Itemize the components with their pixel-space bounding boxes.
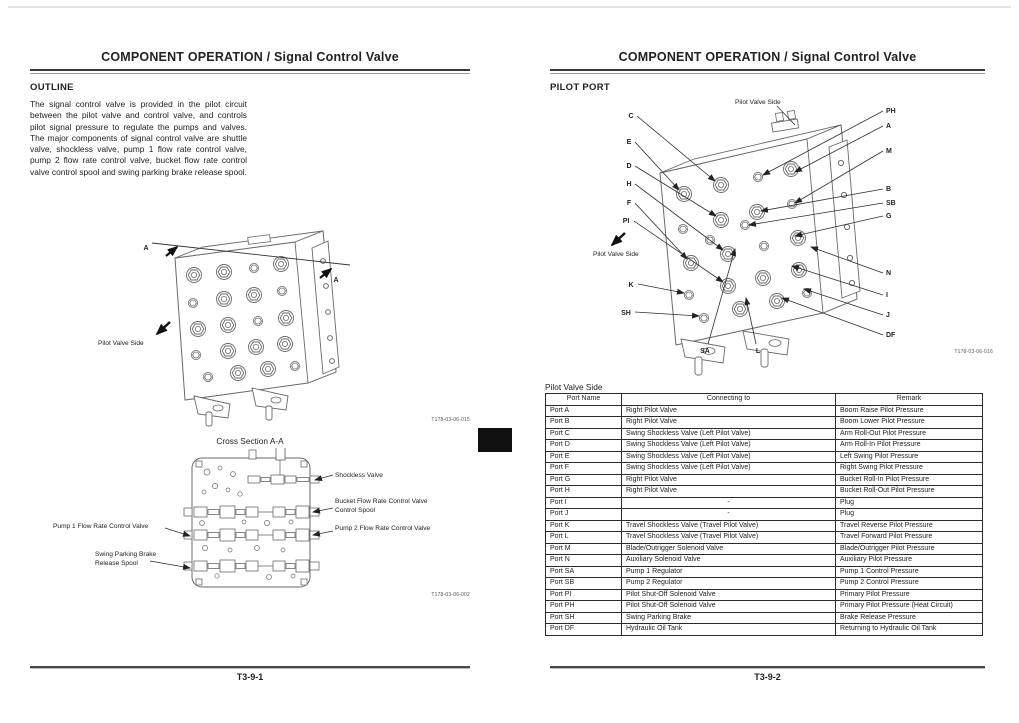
- port-label-sa: SA: [700, 348, 710, 355]
- table-row: [546, 578, 983, 590]
- table-cell: Port SA: [546, 566, 622, 578]
- section-index-tab: [478, 428, 512, 452]
- label-pump2-flow: Pump 2 Flow Rate Control Valve: [335, 525, 431, 532]
- table-cell: Pilot Shut-Off Solenoid Valve: [622, 589, 836, 601]
- table-cell: -: [622, 497, 836, 509]
- port-label-e: E: [626, 139, 632, 146]
- port-label-f: F: [626, 200, 632, 207]
- table-cell: Swing Shockless Valve (Left Pilot Valve): [622, 463, 836, 475]
- pilot-valve-side-left-label: Pilot Valve Side: [593, 251, 639, 258]
- cross-section-figure: [45, 448, 470, 598]
- table-cell: Blade/Outrigger Pilot Pressure: [836, 543, 983, 555]
- table-cell: Travel Shockless Valve (Travel Pilot Valve): [622, 520, 836, 532]
- table-row: [546, 601, 983, 613]
- pilot-side-arrow: [612, 233, 625, 245]
- table-row: [546, 520, 983, 532]
- port-label-g: G: [886, 213, 892, 220]
- table-cell: Port E: [546, 451, 622, 463]
- table-body: [546, 405, 983, 635]
- port-label-pi: PI: [622, 218, 630, 225]
- table-row: [546, 463, 983, 475]
- table-cell: Port F: [546, 463, 622, 475]
- cross-section-title: Cross Section A-A: [216, 436, 284, 446]
- port-label-df: DF: [886, 332, 896, 339]
- table-cell: Port D: [546, 440, 622, 452]
- table-row: [546, 509, 983, 521]
- port-label-sb: SB: [886, 200, 896, 207]
- label-bucket-flow-2: Control Spool: [335, 507, 375, 514]
- figure-code: T178-03-06-002: [431, 592, 470, 598]
- table-cell: Pump 1 Control Pressure: [836, 566, 983, 578]
- table-row: [546, 589, 983, 601]
- left-page-number: T3-9-1: [236, 672, 264, 682]
- table-cell: Swing Parking Brake: [622, 612, 836, 624]
- table-cell: Port SH: [546, 612, 622, 624]
- right-footer-rule: [550, 666, 985, 669]
- table-cell: Pump 2 Regulator: [622, 578, 836, 590]
- table-row: [546, 543, 983, 555]
- column-header-remark: Remark: [836, 394, 983, 406]
- port-label-sh: SH: [621, 310, 631, 317]
- right-title-rule: [550, 69, 985, 74]
- port-label-i: I: [886, 292, 888, 299]
- table-row: [546, 624, 983, 636]
- port-label-h: H: [626, 181, 632, 188]
- table-cell: Port L: [546, 532, 622, 544]
- table-cell: Swing Shockless Valve (Left Pilot Valve): [622, 428, 836, 440]
- table-row: [546, 497, 983, 509]
- port-label-c: C: [628, 113, 634, 120]
- table-cell: Primary Pilot Pressure (Heat Circuit): [836, 601, 983, 613]
- pilot-port-heading: PILOT PORT: [550, 82, 610, 93]
- table-cell: Pump 1 Regulator: [622, 566, 836, 578]
- figure-code: T178-03-06-015: [431, 417, 470, 423]
- table-header-row: [546, 394, 983, 406]
- port-label-d: D: [626, 163, 632, 170]
- table-cell: Blade/Outrigger Solenoid Valve: [622, 543, 836, 555]
- table-row: [546, 417, 983, 429]
- table-cell: Port DF: [546, 624, 622, 636]
- table-cell: Brake Release Pressure: [836, 612, 983, 624]
- section-marker-a-left: A: [143, 245, 149, 252]
- table-cell: Port PH: [546, 601, 622, 613]
- left-title-rule: [30, 69, 470, 74]
- port-label-ph: PH: [886, 108, 896, 115]
- table-cell: Swing Shockless Valve (Left Pilot Valve): [622, 451, 836, 463]
- table-cell: Right Pilot Valve: [622, 486, 836, 498]
- port-label-a: A: [886, 123, 892, 130]
- table-cell: Left Swing Pilot Pressure: [836, 451, 983, 463]
- table-cell: Returning to Hydraulic Oil Tank: [836, 624, 983, 636]
- table-cell: Port B: [546, 417, 622, 429]
- table-row: [546, 486, 983, 498]
- pilot-port-figure: [545, 95, 995, 380]
- figure-code: T178-03-06-016: [954, 349, 993, 355]
- scan-top-edge: [8, 6, 1011, 8]
- table-cell: Bucket Roll-In Pilot Pressure: [836, 474, 983, 486]
- right-page-title: COMPONENT OPERATION / Signal Control Valve: [618, 50, 917, 64]
- table-cell: Auxiliary Pilot Pressure: [836, 555, 983, 567]
- left-footer-rule: [30, 666, 470, 669]
- outline-paragraph: The signal control valve is provided in the pilot circuit between the pilot valve and control valve, and controls pilot signal pressure to regulate the pumps and valves. The major components of signal control valve are shuttle valve, shockless valve, pump 1 flow rate control valve, pump 2 flow rate control valve, bucket flow rate control valve control spool and swing parking brake release spool.: [30, 99, 247, 177]
- label-swing-brake-1: Swing Parking Brake: [95, 551, 157, 558]
- table-cell: Swing Shockless Valve (Left Pilot Valve): [622, 440, 836, 452]
- column-header-connecting-to: Connecting to: [622, 394, 836, 406]
- table-row: [546, 532, 983, 544]
- outline-heading: OUTLINE: [30, 82, 74, 93]
- table-cell: Bucket Roll-Out Pilot Pressure: [836, 486, 983, 498]
- port-label-n: N: [886, 270, 892, 277]
- table-cell: Port C: [546, 428, 622, 440]
- label-pump1-flow: Pump 1 Flow Rate Control Valve: [53, 523, 149, 530]
- table-row: [546, 474, 983, 486]
- label-shockless-valve: Shockless Valve: [335, 472, 383, 479]
- port-label-j: J: [886, 312, 890, 319]
- column-header-port-name: Port Name: [546, 394, 622, 406]
- table-cell: Plug: [836, 509, 983, 521]
- right-page-number: T3-9-2: [754, 672, 781, 682]
- port-label-b: B: [886, 186, 892, 193]
- table-cell: Port G: [546, 474, 622, 486]
- port-label-l: L: [755, 348, 761, 355]
- table-cell: Travel Shockless Valve (Travel Pilot Valve): [622, 532, 836, 544]
- table-row: [546, 405, 983, 417]
- left-page-title: COMPONENT OPERATION / Signal Control Valve: [101, 50, 399, 64]
- signal-control-valve-figure: [90, 228, 440, 428]
- table-cell: Port I: [546, 497, 622, 509]
- table-row: [546, 451, 983, 463]
- table-cell: Right Swing Pilot Pressure: [836, 463, 983, 475]
- table-cell: Auxiliary Solenoid Valve: [622, 555, 836, 567]
- table-cell: Port SB: [546, 578, 622, 590]
- table-row: [546, 555, 983, 567]
- table-cell: Port N: [546, 555, 622, 567]
- table-row: [546, 566, 983, 578]
- table-cell: Boom Raise Pilot Pressure: [836, 405, 983, 417]
- table-cell: Primary Pilot Pressure: [836, 589, 983, 601]
- table-cell: Boom Lower Pilot Pressure: [836, 417, 983, 429]
- pilot-valve-block-drawing: [660, 110, 860, 375]
- table-cell: Arm Roll-In Pilot Pressure: [836, 440, 983, 452]
- table-caption: Pilot Valve Side: [545, 382, 603, 392]
- table-cell: Arm Roll-Out Pilot Pressure: [836, 428, 983, 440]
- label-swing-brake-2: Release Spool: [95, 560, 138, 567]
- table-cell: Plug: [836, 497, 983, 509]
- section-marker-a-right: A: [333, 277, 339, 284]
- label-bucket-flow-1: Bucket Flow Rate Control Valve: [335, 498, 428, 505]
- pilot-side-arrow: [157, 322, 170, 334]
- table-row: [546, 612, 983, 624]
- port-label-k: K: [628, 282, 634, 289]
- cross-section-body: [184, 448, 319, 587]
- table-cell: Right Pilot Valve: [622, 417, 836, 429]
- table-cell: Port J: [546, 509, 622, 521]
- table-cell: Port A: [546, 405, 622, 417]
- pilot-port-table: [545, 393, 983, 636]
- table-cell: Hydraulic Oil Tank: [622, 624, 836, 636]
- table-cell: Travel Forward Pilot Pressure: [836, 532, 983, 544]
- pilot-valve-side-top-label: Pilot Valve Side: [735, 99, 781, 106]
- table-cell: Right Pilot Valve: [622, 405, 836, 417]
- table-cell: Pump 2 Control Pressure: [836, 578, 983, 590]
- pilot-side-label: Pilot Valve Side: [98, 340, 144, 347]
- table-cell: Travel Reverse Pilot Pressure: [836, 520, 983, 532]
- table-cell: Port H: [546, 486, 622, 498]
- table-cell: Port PI: [546, 589, 622, 601]
- table-cell: Right Pilot Valve: [622, 474, 836, 486]
- table-cell: -: [622, 509, 836, 521]
- port-label-m: M: [886, 148, 892, 155]
- table-cell: Pilot Shut-Off Solenoid Valve: [622, 601, 836, 613]
- table-cell: Port M: [546, 543, 622, 555]
- table-cell: Port K: [546, 520, 622, 532]
- table-row: [546, 440, 983, 452]
- table-row: [546, 428, 983, 440]
